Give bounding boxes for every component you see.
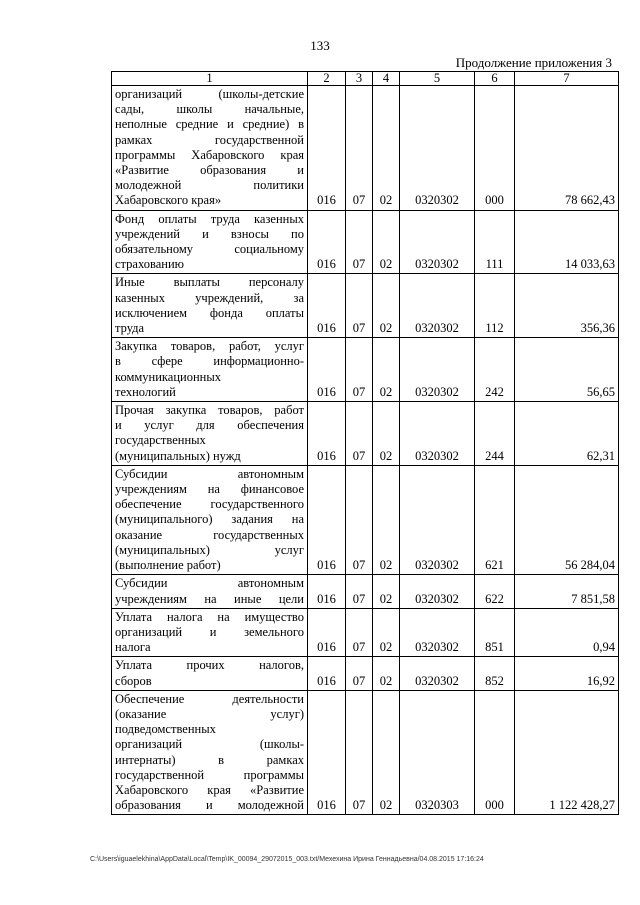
section-code: 07: [346, 657, 373, 690]
section-code: 07: [346, 690, 373, 815]
description-line: налога: [115, 640, 151, 655]
section-code: 07: [346, 338, 373, 402]
expense-type-code: 852: [475, 657, 515, 690]
description-line: учреждениям на финансовое: [115, 482, 304, 497]
row-description: [112, 274, 308, 338]
expense-type-code: 000: [475, 690, 515, 815]
header-cell: 4: [373, 72, 400, 86]
description-line: Хабаровского края»: [115, 193, 222, 208]
expense-type-code: 000: [475, 86, 515, 211]
description-line: программы Хабаровского края: [115, 147, 304, 162]
description-line: Уплата прочих налогов,: [115, 658, 304, 673]
row-description: [112, 338, 308, 402]
expense-type-code: 621: [475, 465, 515, 574]
description-line: и услуг для обеспечения: [115, 418, 304, 433]
header-cell: 2: [308, 72, 346, 86]
description-line: рамках государственной: [115, 132, 304, 147]
description-line: неполные средние и средние) в: [115, 117, 304, 132]
description-line: учреждениям на иные цели: [115, 591, 304, 606]
ministry-code: 016: [308, 402, 346, 466]
description-line: Хабаровского края «Развитие: [115, 782, 304, 797]
section-code: 07: [346, 210, 373, 274]
header-cell: 6: [475, 72, 515, 86]
ministry-code: 016: [308, 338, 346, 402]
description-line: организаций (школы-: [115, 737, 304, 752]
ministry-code: 016: [308, 210, 346, 274]
description-line: коммуникационных: [115, 369, 221, 384]
target-article-code: 0320302: [400, 402, 475, 466]
target-article-code: 0320302: [400, 465, 475, 574]
description-line: (оказание услуг): [115, 706, 304, 721]
header-cell: 7: [515, 72, 619, 86]
description-line: Закупка товаров, работ, услуг: [115, 339, 304, 354]
amount: 14 033,63: [515, 210, 619, 274]
expense-type-code: 622: [475, 575, 515, 608]
description-line: страхованию: [115, 257, 184, 272]
row-description: [112, 86, 308, 211]
amount: 0,94: [515, 608, 619, 657]
section-code: 07: [346, 86, 373, 211]
table-row: [112, 402, 619, 466]
description-line: сады, школы начальные,: [115, 102, 304, 117]
amount: 56,65: [515, 338, 619, 402]
table-row: [112, 210, 619, 274]
description-line: Прочая закупка товаров, работ: [115, 403, 304, 418]
subsection-code: 02: [373, 608, 400, 657]
row-description: [112, 657, 308, 690]
expense-type-code: 112: [475, 274, 515, 338]
expense-type-code: 242: [475, 338, 515, 402]
amount: 16,92: [515, 657, 619, 690]
table-row: [112, 274, 619, 338]
description-line: интернаты) в рамках: [115, 752, 304, 767]
table-row: [112, 657, 619, 690]
ministry-code: 016: [308, 657, 346, 690]
description-line: организаций (школы-детские: [115, 87, 304, 101]
target-article-code: 0320302: [400, 86, 475, 211]
target-article-code: 0320303: [400, 690, 475, 815]
subsection-code: 02: [373, 657, 400, 690]
section-code: 07: [346, 465, 373, 574]
description-line: сборов: [115, 673, 152, 688]
table-row: [112, 608, 619, 657]
target-article-code: 0320302: [400, 210, 475, 274]
description-line: (выполнение работ): [115, 558, 221, 573]
ministry-code: 016: [308, 608, 346, 657]
description-line: казенных учреждений, за: [115, 290, 304, 305]
description-line: Субсидии автономным: [115, 466, 304, 481]
description-line: исключением фонда оплаты: [115, 305, 304, 320]
ministry-code: 016: [308, 465, 346, 574]
description-line: (муниципального) задания на: [115, 512, 304, 527]
description-line: Иные выплаты персоналу: [115, 275, 304, 290]
ministry-code: 016: [308, 86, 346, 211]
subsection-code: 02: [373, 402, 400, 466]
description-line: Субсидии автономным: [115, 576, 304, 591]
budget-table: [111, 71, 619, 815]
continuation-label: Продолжение приложения 3: [455, 55, 612, 70]
amount: 56 284,04: [515, 465, 619, 574]
subsection-code: 02: [373, 274, 400, 338]
subsection-code: 02: [373, 690, 400, 815]
description-line: обязательному социальному: [115, 242, 304, 257]
description-line: Фонд оплаты труда казенных: [115, 211, 304, 226]
section-code: 07: [346, 608, 373, 657]
target-article-code: 0320302: [400, 338, 475, 402]
section-code: 07: [346, 274, 373, 338]
header-cell: 1: [112, 72, 308, 86]
ministry-code: 016: [308, 690, 346, 815]
amount: 7 851,58: [515, 575, 619, 608]
target-article-code: 0320302: [400, 657, 475, 690]
description-line: Обеспечение деятельности: [115, 691, 304, 706]
table-row: [112, 338, 619, 402]
table-row: [112, 86, 619, 211]
row-description: [112, 575, 308, 608]
row-description: [112, 608, 308, 657]
description-line: государственных: [115, 433, 206, 448]
subsection-code: 02: [373, 465, 400, 574]
description-line: государственной программы: [115, 767, 304, 782]
row-description: [112, 402, 308, 466]
table-header-row: [112, 72, 619, 86]
footer-file-path: C:\Users\iguaelekhina\AppData\Local\Temp\IK_00094_29072015_003.txt/Мехехина Ирина Геннадьевна/04.08.2015 17:16:24: [90, 856, 484, 863]
description-line: образования и молодежной: [115, 798, 304, 813]
amount: 1 122 428,27: [515, 690, 619, 815]
description-line: молодежной политики: [115, 178, 304, 193]
description-line: подведомственных: [115, 722, 216, 737]
description-line: учреждений и взносы по: [115, 226, 304, 241]
description-line: технологий: [115, 384, 176, 399]
section-code: 07: [346, 575, 373, 608]
description-line: «Развитие образования и: [115, 163, 304, 178]
description-line: (муниципальных) нужд: [115, 448, 241, 463]
description-line: в сфере информационно-: [115, 354, 304, 369]
description-line: (муниципальных) услуг: [115, 542, 304, 557]
expense-type-code: 244: [475, 402, 515, 466]
row-description: [112, 465, 308, 574]
section-code: 07: [346, 402, 373, 466]
description-line: Уплата налога на имущество: [115, 609, 304, 624]
description-line: оказание государственных: [115, 527, 304, 542]
row-description: [112, 210, 308, 274]
description-line: труда: [115, 321, 145, 336]
header-cell: 3: [346, 72, 373, 86]
ministry-code: 016: [308, 575, 346, 608]
target-article-code: 0320302: [400, 608, 475, 657]
description-line: организаций и земельного: [115, 624, 304, 639]
subsection-code: 02: [373, 210, 400, 274]
page-number: 133: [310, 38, 330, 53]
amount: 78 662,43: [515, 86, 619, 211]
header-cell: 5: [400, 72, 475, 86]
ministry-code: 016: [308, 274, 346, 338]
table-row: [112, 690, 619, 815]
amount: 62,31: [515, 402, 619, 466]
target-article-code: 0320302: [400, 274, 475, 338]
subsection-code: 02: [373, 338, 400, 402]
subsection-code: 02: [373, 575, 400, 608]
row-description: [112, 690, 308, 815]
subsection-code: 02: [373, 86, 400, 211]
expense-type-code: 111: [475, 210, 515, 274]
table-row: [112, 465, 619, 574]
amount: 356,36: [515, 274, 619, 338]
expense-type-code: 851: [475, 608, 515, 657]
target-article-code: 0320302: [400, 575, 475, 608]
table-row: [112, 575, 619, 608]
description-line: обеспечение государственного: [115, 497, 304, 512]
